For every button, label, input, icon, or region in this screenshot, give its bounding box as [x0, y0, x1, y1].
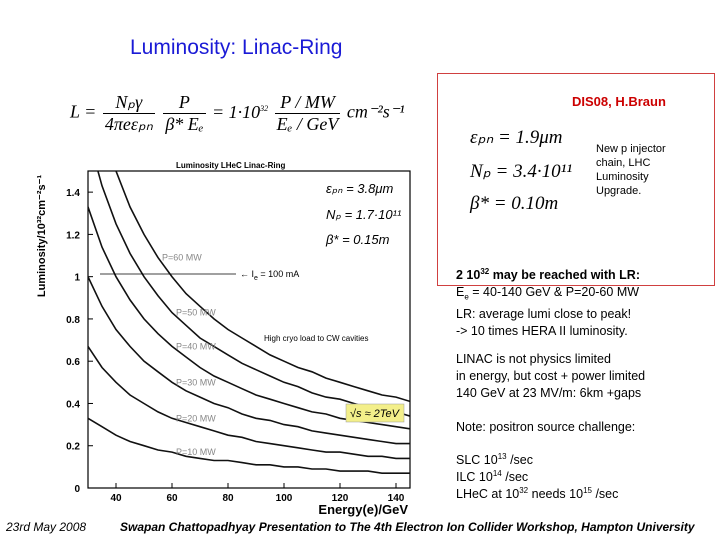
y-tick-label: 1.4	[66, 188, 80, 200]
x-tick-label: 120	[331, 493, 349, 504]
source-lhec: LHeC at $10^{32}$ needs $10^{15}$ /sec	[456, 485, 619, 501]
x-tick-label: 40	[110, 493, 122, 504]
curve-p-10-mw	[88, 418, 410, 473]
linac-paragraph: LINAC is not physics limited in energy, but cost + power limited 140 GeV at 23 MV/m: 6km +gaps	[456, 352, 646, 400]
citation: DIS08, H.Braun	[572, 94, 666, 109]
curve-label: P=60 MW	[162, 252, 202, 263]
formula-unit: cm⁻²s⁻¹	[346, 101, 405, 122]
y-tick-label: 0.4	[66, 399, 80, 411]
x-axis-label: Energy(e)/GeV	[318, 502, 408, 517]
y-tick-label: 0.2	[66, 441, 80, 453]
inset-param-beta: β* = 0.15m	[326, 232, 390, 247]
x-tick-label: 60	[166, 493, 178, 504]
inset-param-protons: Nₚ = 1.7·10¹¹	[326, 207, 402, 222]
y-tick-label: 0.8	[66, 314, 80, 326]
sqrt-s-annotation: √s ≈ 2TeV	[350, 408, 399, 420]
source-slc: SLC $10^{13}$ /sec	[456, 451, 534, 467]
upgrade-param-beta: β* = 0.10m	[470, 193, 559, 214]
curve-label: P=20 MW	[176, 413, 216, 424]
footer-credit: Swapan Chattopadhyay Presentation to The 4th Electron Ion Collider Workshop, Hampton University	[120, 520, 695, 534]
curve-p-20-mw	[88, 346, 410, 458]
x-tick-label: 80	[222, 493, 234, 504]
y-axis-label: Luminosity/10³²cm⁻²s⁻¹	[36, 174, 48, 298]
y-tick-label: 1.2	[66, 230, 80, 242]
y-tick-label: 1	[74, 272, 80, 284]
curve-label: P=30 MW	[176, 377, 216, 388]
x-tick-label: 100	[275, 493, 293, 504]
curve-label: P=10 MW	[176, 447, 216, 458]
positron-note: Note: positron source challenge:	[456, 420, 636, 434]
x-tick-label: 140	[387, 493, 405, 504]
y-tick-label: 0.6	[66, 357, 80, 369]
date: 23rd May 2008	[6, 520, 87, 534]
slide-title: Luminosity: Linac-Ring	[130, 36, 343, 59]
upgrade-param-emittance: εₚₙ = 1.9μm	[470, 127, 563, 148]
formula-mid: = $1\cdot 10^{32}$	[212, 101, 269, 122]
formula-lhs: L =	[70, 101, 97, 122]
curve-label: P=50 MW	[176, 307, 216, 318]
source-ilc: ILC $10^{14}$ /sec	[456, 468, 529, 484]
cryo-annotation: High cryo load to CW cavities	[264, 334, 369, 343]
upgrade-param-protons: Nₚ = 3.4·10¹¹	[470, 161, 573, 182]
curve-labels	[162, 253, 216, 457]
lr-paragraph: 2 $10^{32}$ may be reached with LR: $E_e = 40-140$ GeV & P=20-60 MW LR: average lumi close to peak! -> 10 times HERA II luminosity.	[456, 266, 640, 338]
current-annotation: ← $I_e = 100$ mA	[240, 269, 300, 282]
curve-label: P=40 MW	[176, 341, 216, 352]
formula-fraction-2: $\frac{P}{\text{β* Eₑ}}$	[165, 92, 204, 134]
y-tick-label: 0	[74, 484, 80, 495]
formula-fraction-3: $\frac{P / MW}{\text{Eₑ / GeV}}$	[276, 92, 339, 134]
inset-param-emittance: εₚₙ = 3.8μm	[326, 181, 394, 196]
formula-fraction-1: $\frac{\text{Nₚγ}}{\text{4πeεₚₙ}}$	[104, 92, 153, 134]
chart-title: Luminosity LHeC Linac-Ring	[176, 161, 286, 170]
upgrade-note: New p injector chain, LHC Luminosity Upgrade.	[596, 143, 666, 197]
